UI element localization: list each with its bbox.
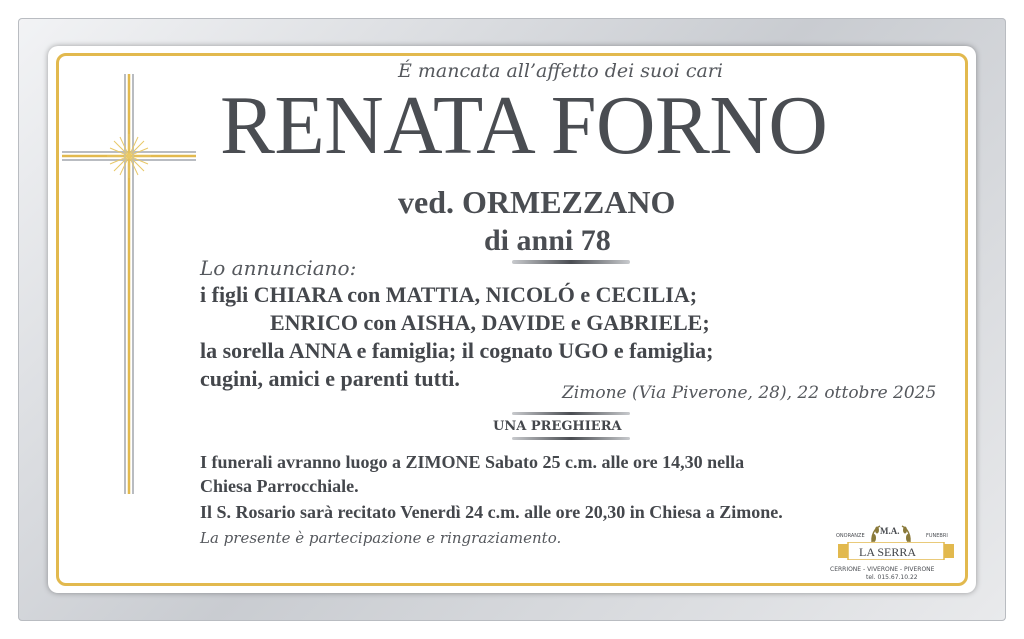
thanks-text: La presente è partecipazione e ringraziamento. <box>200 529 562 547</box>
funeral-line: I funerali avranno luogo a ZIMONE Sabato 25 c.m. alle ore 14,30 nella <box>200 452 745 472</box>
divider-rule <box>512 437 630 440</box>
funeral-line: Chiesa Parrocchiale. <box>200 476 359 496</box>
family-line: la sorella ANNA e famiglia; il cognato UGO e famiglia; <box>200 338 714 363</box>
divider-rule <box>512 412 630 415</box>
logo-towns: CERRIONE - VIVERONE - PIVERONE <box>830 566 935 573</box>
prayer-heading: UNA PREGHIERA <box>493 419 622 434</box>
logo-name: LA SERRA <box>859 545 917 559</box>
funeral-line: Il S. Rosario sarà recitato Venerdì 24 c.m. alle ore 20,30 in Chiesa a Zimone. <box>200 502 783 522</box>
intro-text: É mancata all’affetto dei suoi cari <box>398 60 723 82</box>
married-name: ved. ORMEZZANO <box>398 184 676 220</box>
deceased-name: RENATA FORNO <box>220 79 828 172</box>
cross-icon <box>62 74 198 494</box>
logo-right-tag: FUNEBRI <box>926 533 948 539</box>
logo-initials: M.A. <box>880 526 900 536</box>
family-line: i figli CHIARA con MATTIA, NICOLÓ e CECILIA; <box>200 282 698 307</box>
funeral-home-logo <box>824 524 958 584</box>
family-line: cugini, amici e parenti tutti. <box>200 366 460 391</box>
divider-rule <box>512 260 630 264</box>
logo-phone: tel. 015.67.10.22 <box>866 574 918 581</box>
place-date: Zimone (Via Piverone, 28), 22 ottobre 2025 <box>562 383 937 403</box>
logo-left-tag: ONORANZE <box>836 533 865 539</box>
family-line: ENRICO con AISHA, DAVIDE e GABRIELE; <box>270 310 710 335</box>
announcers-label: Lo annunciano: <box>200 256 357 280</box>
age-text: di anni 78 <box>484 224 611 257</box>
